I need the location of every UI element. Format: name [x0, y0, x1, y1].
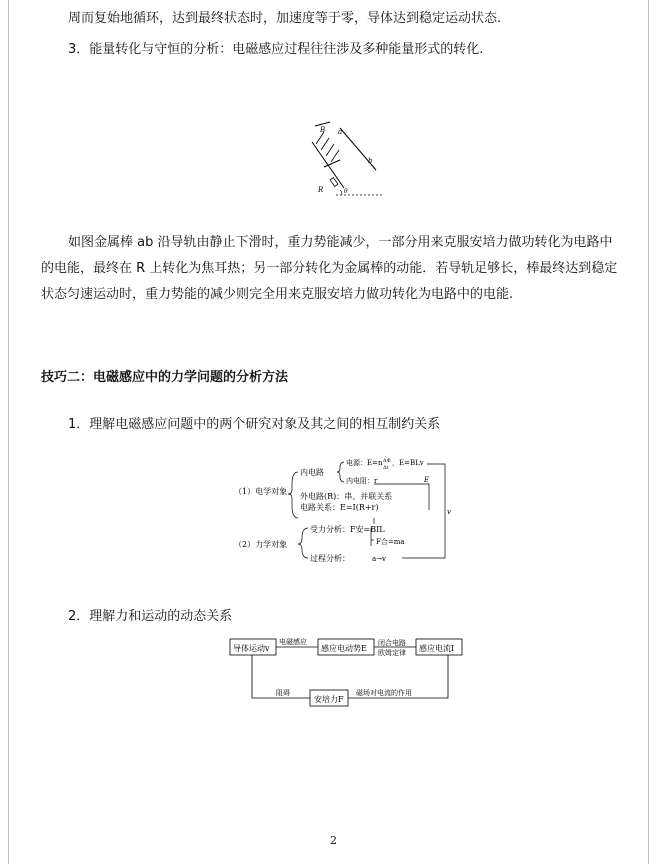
item-2: 2．理解力和运动的动态关系 [68, 609, 233, 624]
inner-resistance-label: 内电阻：r [346, 477, 378, 485]
text-line-2: 3．能量转化与守恒的分析：电磁感应过程往往涉及多种能量形式的转化. [68, 42, 484, 57]
dynamic-relation-diagram [228, 634, 468, 714]
v-side-label: v [447, 508, 451, 516]
angle-arc [340, 190, 342, 195]
page-border-left [8, 0, 9, 864]
paragraph-line-2: 的电能，最终在 R 上转化为焦耳热；另一部分转化为金属棒的动能．若导轨足够长，棒最终达到稳定 [41, 261, 618, 276]
paragraph-line-3: 状态匀速运动时，重力势能的减少则完全用来克服安培力做功转化为电路中的电能. [41, 287, 514, 302]
e-side-label: E [424, 476, 430, 484]
label-hinder: 阻碍 [276, 689, 290, 697]
outer-circuit-label: 外电路(R)：串、并联关系 [300, 492, 393, 501]
page-number: 2 [330, 834, 337, 847]
dphi-label: ΔΦ [383, 458, 391, 464]
a-to-v-label: a→v [372, 555, 386, 563]
label-b: b [368, 157, 373, 165]
source-label: 电源：E=n [346, 459, 383, 467]
label-R: R [318, 186, 324, 194]
label-a: a [338, 128, 343, 136]
section-heading: 技巧二：电磁感应中的力学问题的分析方法 [41, 370, 289, 385]
label-B: B [320, 126, 326, 134]
box-induced-current: 感应电流I [419, 644, 455, 653]
research-objects-diagram [230, 454, 462, 566]
arrow-ohms-law: 欧姆定律 [378, 649, 406, 657]
electrical-object-label: （1）电学对象 [234, 487, 288, 496]
circuit-relation-label: 电路关系：E=I(R+r) [300, 503, 379, 512]
arrow-em-induction: 电磁感应 [279, 638, 307, 646]
resistor [330, 178, 338, 187]
item-1: 1．理解电磁感应问题中的两个研究对象及其之间的相互制约关系 [68, 417, 441, 432]
label-theta: θ [344, 188, 348, 195]
incline-rail-figure [300, 118, 390, 202]
e-blv-label: ，E=BLv [392, 459, 424, 467]
page-border-right [648, 0, 649, 864]
process-analysis-label: 过程分析： [310, 554, 350, 563]
paragraph-line-1: 如图金属棒 ab 沿导轨由静止下滑时，重力势能减少，一部分用来克服安培力做功转化为电路中 [68, 235, 613, 250]
box-ampere-force: 安培力F [314, 695, 344, 704]
mechanical-object-label: （2）力学对象 [234, 540, 288, 549]
f-ma-label: F合=ma [376, 538, 405, 546]
field-arrows [316, 132, 339, 162]
text-line-1: 周而复始地循环，达到最终状态时，加速度等于零，导体达到稳定运动状态. [68, 11, 502, 26]
dt-label: Δt [383, 465, 389, 471]
label-field-on-current: 磁场对电流的作用 [356, 689, 412, 697]
force-analysis-label: 受力分析：F安=BIL [310, 525, 385, 534]
box-conductor-motion: 导体运动v [233, 644, 270, 653]
inner-circuit-label: 内电路 [300, 468, 324, 477]
arrow-closed-circuit: 闭合电路 [378, 639, 406, 647]
box-induced-emf: 感应电动势E [321, 644, 367, 653]
